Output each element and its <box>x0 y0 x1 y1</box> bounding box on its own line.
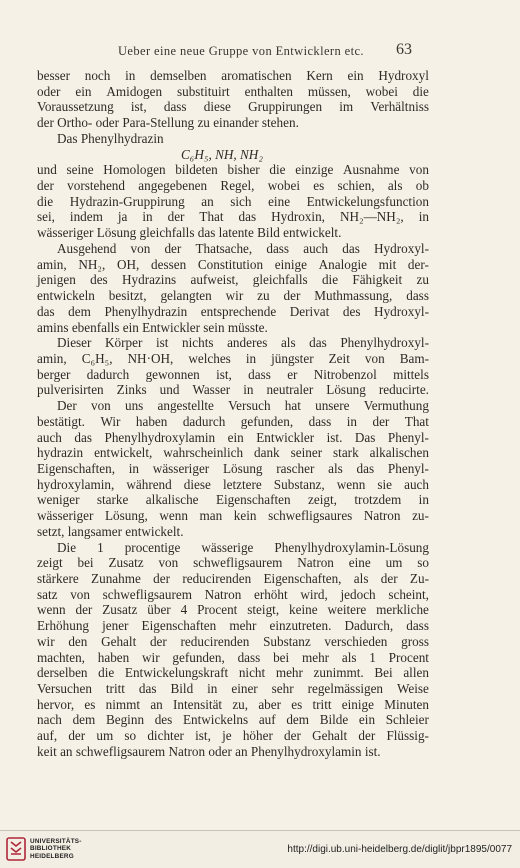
text-line: satz von schwefligsaurem Natron erhöht wird, jedoch scheint, <box>37 586 429 602</box>
text-line: wässeriger Lösung, wenn man kein schwefligsaures Natron zu- <box>37 508 429 524</box>
library-logo <box>6 837 82 861</box>
digitization-footer <box>0 830 520 868</box>
text-line: berger dadurch gewonnen ist, dass er Nitrobenzol mittels <box>37 366 429 382</box>
text-line: stärkere Zunahme der reducirenden Eigenschaften, als der Zu- <box>37 571 429 586</box>
text-line: wir den Gehalt der reducirenden Substanz verschieden gross <box>37 633 429 649</box>
text-line: keit an schwefligsaurem Natron oder an Phenylhydroxylamin ist. <box>37 743 381 759</box>
text-line: Versuchen tritt das Bild in einer sehr regelmässigen Weise <box>37 681 429 697</box>
text-line: Eigenschaften, in wässeriger Lösung rascher als das Phenyl- <box>37 460 429 476</box>
text-line: Voraussetzung ist, dass diese Gruppirungen im Verhältniss <box>37 99 429 115</box>
text-line: der vorstehend angegebenen Regel, wobei es schien, als ob <box>37 178 429 194</box>
text-line: bestätigt. Wir haben dadurch gefunden, dass in der That <box>37 413 429 429</box>
text-line: nach dem Beginn des Entwickelns auf dem Bilde ein Schleier <box>37 712 429 728</box>
text-line: Das Phenylhydrazin <box>57 130 164 146</box>
text-line: entwickeln besitzt, gelangten wir zu der Muthmassung, dass <box>37 288 429 304</box>
text-line: jenigen des Hydrazins aufweist, gleichfalls die Fähigkeit zu <box>37 272 429 288</box>
text-line: die Hydrazin-Gruppirung an sich eine Entwickelungsfunction <box>37 193 429 209</box>
text-line: oder ein Amidogen substituirt enthalten müssen, wobei die <box>37 83 429 99</box>
text-line: das dem Phenylhydrazin entsprechende Derivat des Hydroxyl- <box>37 303 429 319</box>
text-line: setzt, langsamer entwickelt. <box>37 523 184 539</box>
text-line: auf, der um so dichter ist, je höher der Gehalt der Flüssig- <box>37 728 429 744</box>
text-line: amin, NH₂, OH, dessen Constitution einige Analogie mit der- <box>37 256 429 272</box>
body-text <box>37 68 429 760</box>
text-line: Die 1 procentige wässerige Phenylhydroxylamin-Lösung <box>57 539 429 555</box>
text-line: Ausgehend von der Thatsache, dass auch das Hydroxyl- <box>57 240 429 256</box>
text-line: Erhöhung jener Eigenschaften mehr einzutreten. Dadurch, dass <box>37 618 429 634</box>
text-line: Dieser Körper ist nichts anderes als das Phenylhydroxyl- <box>57 335 429 351</box>
text-line: Der von uns angestellte Versuch hat unsere Vermuthung <box>57 398 429 414</box>
running-title: Ueber eine neue Gruppe von Entwicklern etc. <box>118 44 364 58</box>
text-line: wässeriger Lösung gleichfalls das latente Bild entwickelt. <box>37 225 342 241</box>
text-line: pulverisirten Zinks und Wasser in neutraler Lösung reducirte. <box>37 382 429 398</box>
text-line: amins ebenfalls ein Entwickler sein müsste. <box>37 319 268 335</box>
text-line: amin, C₆H₅, NH·OH, welches in jüngster Zeit von Bam- <box>37 350 429 366</box>
text-line: hydroxylamin, während diese letztere Substanz, wenn sie auch <box>37 476 429 492</box>
page-number: 63 <box>396 41 412 58</box>
formula-line: C₆H₅, NH, NH₂ <box>181 146 263 162</box>
text-line: machten, haben wir gefunden, dass bei mehr als 1 Procent <box>37 649 429 665</box>
source-url-link[interactable]: http://digi.ub.uni-heidelberg.de/diglit/jbpr1895/0077 <box>287 844 512 855</box>
text-line: hydrazin entwickelt, wahrscheinlich dank seiner stark alkalischen <box>37 445 429 461</box>
text-line: derselben die Entwickelungskraft nicht mehr zunimmt. Bei allen <box>37 665 429 681</box>
text-line: sei, indem ja in der That das Hydroxin, NH₂—NH₂, in <box>37 209 429 225</box>
text-line: weniger starke alkalische Eigenschaften zeigt, trotzdem in <box>37 492 429 508</box>
text-line: hervor, es nimmt an Intensität zu, aber es tritt einige Minuten <box>37 696 429 712</box>
text-line: der Ortho- oder Para-Stellung zu einander stehen. <box>37 115 299 131</box>
text-line: zeigt bei Zusatz von schwefligsaurem Natron eine um so <box>37 555 429 571</box>
library-seal-icon <box>6 837 26 861</box>
text-line: auch das Phenylhydroxylamin ein Entwickler ist. Das Phenyl- <box>37 429 429 445</box>
library-name: UNIVERSITÄTS- BIBLIOTHEK HEIDELBERG <box>30 838 82 860</box>
text-line: wenn der Zusatz über 4 Procent steigt, keine weitere merkliche <box>37 602 429 618</box>
text-line: und seine Homologen bildeten bisher die einzige Ausnahme von <box>37 162 429 178</box>
text-line: besser noch in demselben aromatischen Kern ein Hydroxyl <box>37 68 429 83</box>
